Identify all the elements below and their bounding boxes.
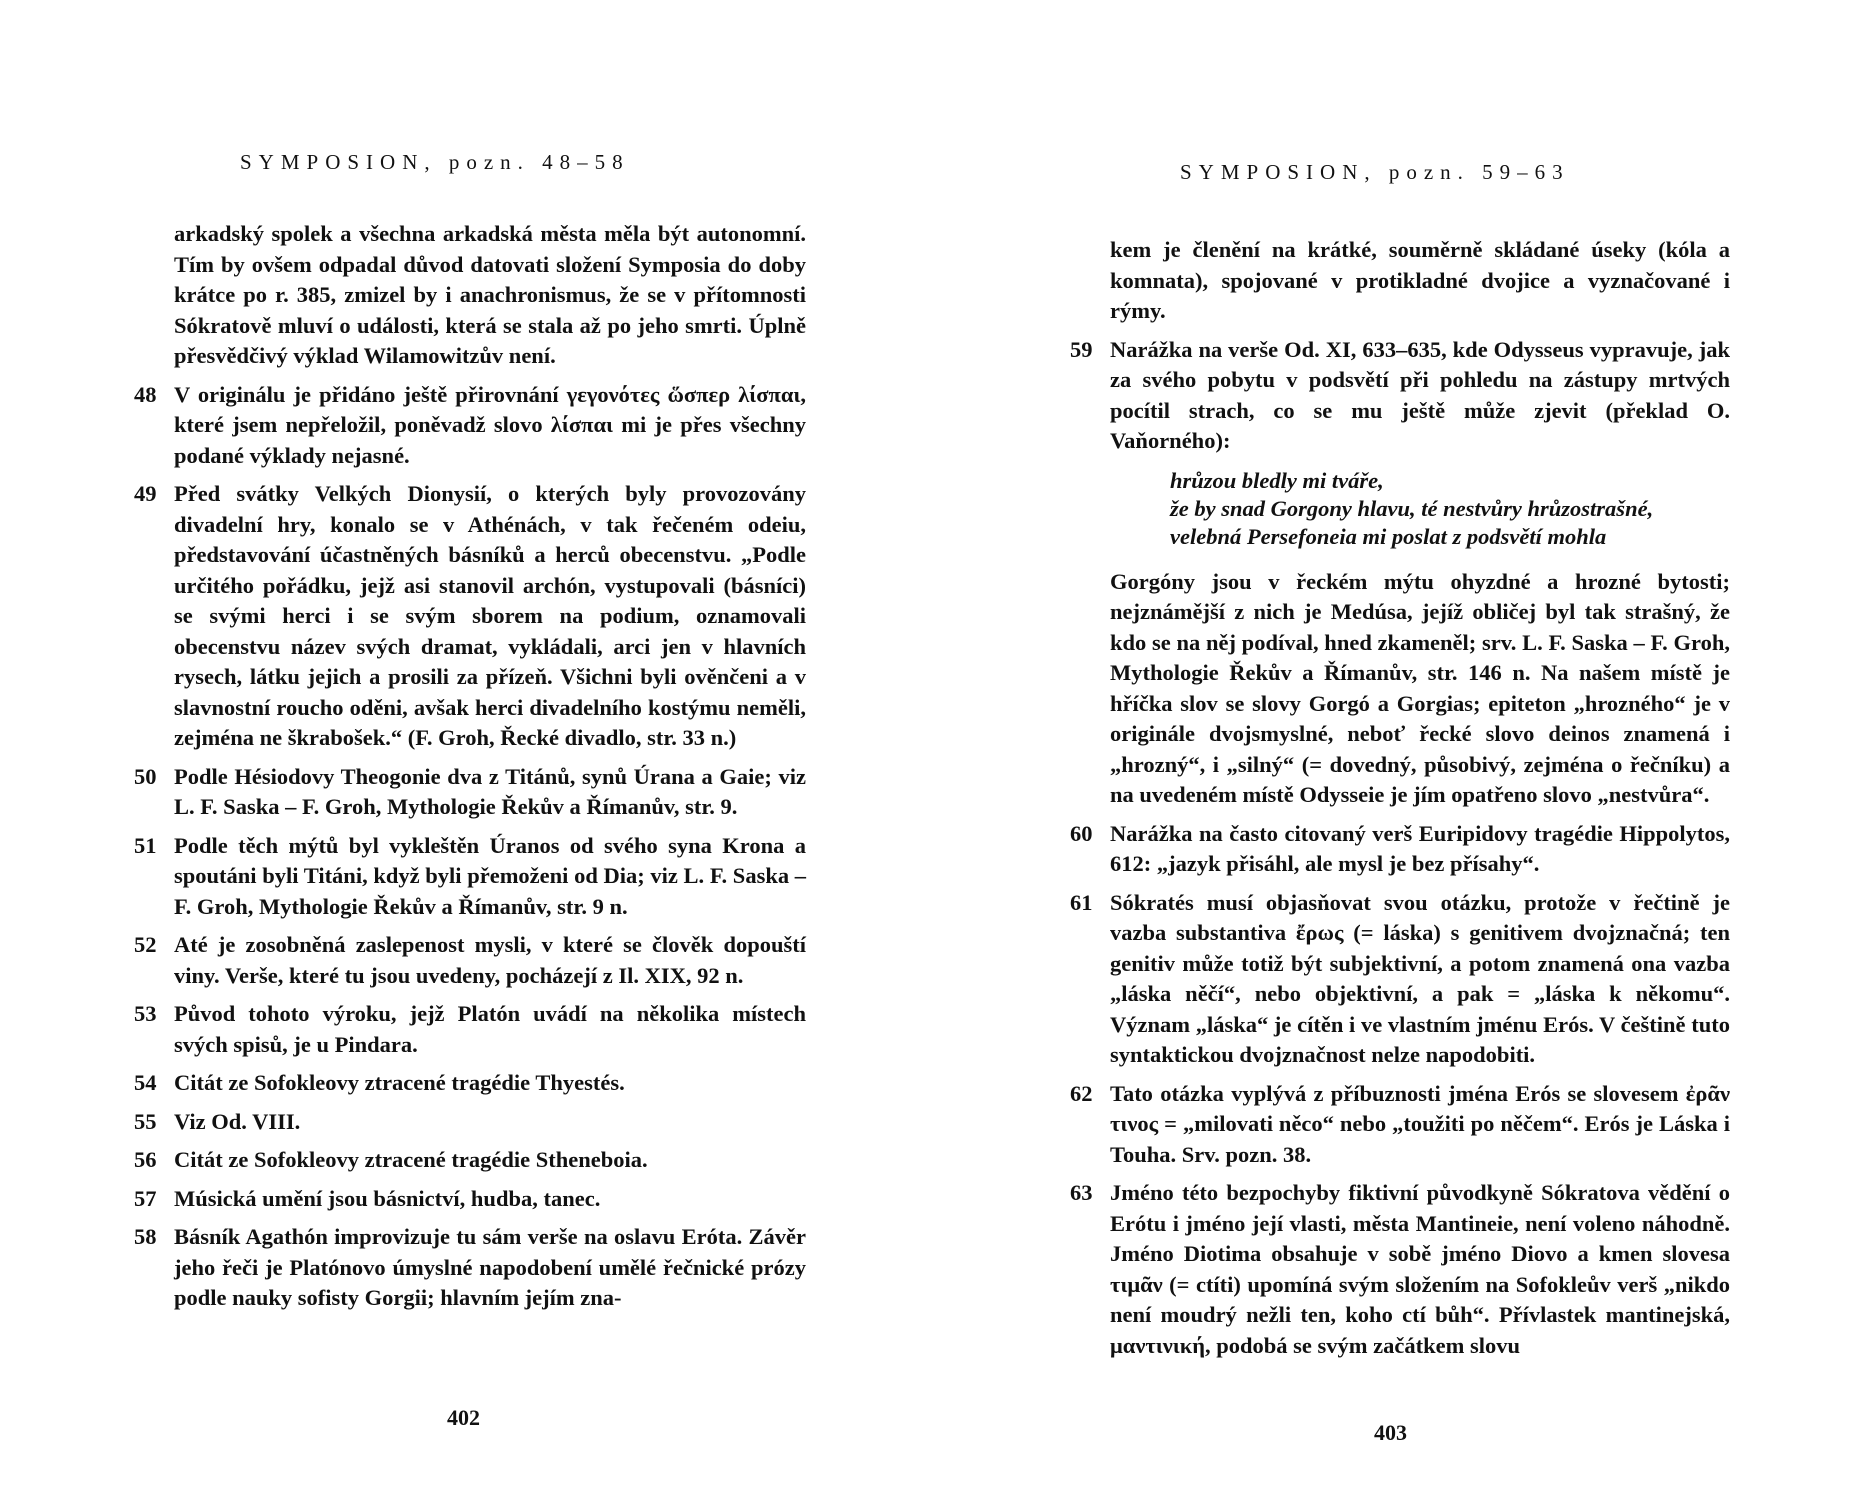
note-number: 55 [134, 1108, 157, 1134]
note-number: 63 [1070, 1180, 1093, 1205]
note-text: Podle Hésiodovy Theogonie dva z Titánů, synů Úrana a Gaie; viz L. F. Saska – F. Groh, Mythologie Řekův a Římanův, str. 9. [174, 763, 806, 819]
right-column [1070, 235, 1730, 1369]
note-52 [134, 930, 806, 991]
note-number: 58 [134, 1224, 157, 1249]
note-54 [134, 1068, 806, 1099]
continuation-text-left: arkadský spolek a všechna arkadská města měla být autonomní. Tím by ovšem odpadal důvod datovati složení Symposia do doby krátce po r. 385, zmizel by i anachronismus, že se v přítomnosti Sókratově mluví o události, která se stala až po jeho smrti. Úplně přesvědčivý výklad Wilamowitzův není. [174, 221, 806, 368]
note-59 [1070, 335, 1730, 811]
continuation-text-right: kem je členění na krátké, souměrně skládané úseky (kóla a komnata), spojované v protikladné dvojice a vyznačované i rýmy. [1110, 237, 1730, 323]
note-number: 54 [134, 1070, 157, 1095]
note-number: 57 [134, 1185, 157, 1211]
note-number: 61 [1070, 889, 1093, 915]
note-number: 56 [134, 1147, 157, 1172]
note-text: Até je zosobněná zaslepenost mysli, v které se člověk dopouští viny. Verše, které tu jsou uvedeny, pocházejí z Il. XIX, 92 n. [174, 932, 806, 988]
note-number: 48 [134, 381, 157, 407]
note-number: 53 [134, 1001, 157, 1026]
note-number: 60 [1070, 820, 1093, 846]
note-51 [134, 831, 806, 923]
note-number: 49 [134, 481, 157, 506]
note-48 [134, 380, 806, 472]
note-56 [134, 1145, 806, 1176]
note-text: Narážka na verše Od. XI, 633–635, kde Odysseus vypravuje, jak za svého pobytu v podsvětí při pohledu na zástupy mrtvých pocítil strach, co se mu ještě může zjevit (překlad O. Vaňorného): [1110, 336, 1730, 453]
note-text: V originálu je přidáno ještě přirovnání γεγονότες ὥσπερ λίσπαι, které jsem nepřeložil, poněvadž slovo λίσπαι mi je přes všechny podané výklady nejasné. [174, 381, 806, 468]
note-number: 50 [134, 763, 157, 789]
note-53 [134, 999, 806, 1060]
note-58 [134, 1222, 806, 1314]
note-text: Narážka na často citovaný verš Euripidovy tragédie Hippolytos, 612: „jazyk přisáhl, ale mysl je bez přísahy“. [1110, 820, 1730, 876]
note-text: Sókratés musí objasňovat svou otázku, protože v řečtině je vazba substantiva ἔρως (= láska) s genitivem dvojznačná; ten genitiv může totiž být subjektivní, a potom znamená ona vazba „láska něčí“, nebo objektivní, a pak = „láska k někomu“. Význam „láska“ je cítěn i ve vlastním jménu Erós. V češtině tuto syntaktickou dvojznačnost nelze napodobiti. [1110, 889, 1730, 1067]
note-62 [1070, 1079, 1730, 1171]
note-text: Původ tohoto výroku, jejž Platón uvádí na několika místech svých spisů, je u Pindara. [174, 1001, 806, 1057]
note-number: 59 [1070, 336, 1093, 362]
note-text: Citát ze Sofokleovy ztracené tragédie Thyestés. [174, 1070, 625, 1095]
note-57 [134, 1184, 806, 1215]
note-number: 52 [134, 932, 157, 957]
note-text: Tato otázka vyplývá z příbuznosti jména Erós se slovesem ἐρᾶν τινος = „milovati něco“ nebo „toužiti po něčem“. Erós je Láska i Touha. Srv. pozn. 38. [1110, 1080, 1730, 1167]
note-text: Músická umění jsou básnictví, hudba, tanec. [174, 1185, 601, 1211]
running-head-right: SYMPOSION, pozn. 59–63 [1180, 160, 1570, 184]
note-55 [134, 1107, 806, 1138]
note-text: Viz Od. VIII. [174, 1108, 301, 1134]
right-page [931, 0, 1862, 1501]
note-text-continued: Gorgóny jsou v řeckém mýtu ohyzdné a hrozné bytosti; nejznámější z nich je Medúsa, jejíž obličej byl tak strašný, že kdo se na něj podíval, hned zkameněl; srv. L. F. Saska – F. Groh, Mythologie Řekův a Římanův, str. 146 n. Na našem místě je hříčka slov se slovy Gorgó a Gorgias; epiteton „hrozného“ je v originále dvojsmyslné, neboť řecké slovo deinos znamená i „hrozný“, i „silný“ (= dovedný, působivý, zejména o řečníku) a na uvedeném místě Odysseie je jím opatřeno slovo „nestvůra“. [1110, 568, 1730, 807]
left-column [134, 219, 806, 1322]
verse-line: že by snad Gorgony hlavu, té nestvůry hrůzostrašné, [1170, 495, 1654, 521]
note-text: Podle těch mýtů byl vykleštěn Úranos od svého syna Krona a spoutáni byli Titáni, když byli přemoženi od Dia; viz L. F. Saska – F. Groh, Mythologie Řekův a Římanův, str. 9 n. [174, 832, 806, 919]
note-61 [1070, 888, 1730, 1071]
note-text: Básník Agathón improvizuje tu sám verše na oslavu Eróta. Závěr jeho řeči je Platónovo úmyslné napodobení umělé řečnické prózy podle nauky sofisty Gorgii; hlavním jejím zna- [174, 1224, 806, 1310]
running-head-left: SYMPOSION, pozn. 48–58 [240, 150, 630, 174]
note-text: Jméno této bezpochyby fiktivní původkyně Sókratova vědění o Erótu i jméno její vlasti, města Mantineie, není voleno náhodně. Jméno Diotima obsahuje v sobě jméno Diovo a kmen slovesa τιμᾶν (= ctíti) upomíná svým složením na Sofokleův verš „nikdo není moudrý nežli ten, koho ctí bůh“. Přívlastek mantinejská, μαντινική, podobá se svým začátkem slovu [1110, 1180, 1730, 1358]
note-60 [1070, 819, 1730, 880]
page-number-right: 403 [1374, 1420, 1407, 1445]
page-number-left: 402 [447, 1405, 480, 1430]
verse-quote [1170, 467, 1730, 551]
note-number: 51 [134, 832, 157, 858]
note-text: Citát ze Sofokleovy ztracené tragédie Stheneboia. [174, 1147, 648, 1172]
note-number: 62 [1070, 1080, 1093, 1106]
note-63 [1070, 1178, 1730, 1361]
note-49 [134, 479, 806, 754]
verse-line: hrůzou bledly mi tváře, [1170, 467, 1384, 493]
note-50 [134, 762, 806, 823]
verse-line: velebná Persefoneia mi poslat z podsvětí mohla [1170, 523, 1607, 549]
note-text: Před svátky Velkých Dionysií, o kterých byly provozovány divadelní hry, konalo se v Athénách, v tak řečeném odeiu, představování účastněných básníků a herců obecenstvu. „Podle určitého pořádku, jejž asi stanovil archón, vystupovali (básníci) se svými herci i se svým sborem na podium, oznamovali obecenstvu název svých dramat, vykládali, arci jen v hlavních rysech, látku jejich a prosili za přízeň. Všichni byli ověnčeni a v slavnostní roucho oděni, avšak herci divadelního kostýmu neměli, zejména ne škrabošek.“ (F. Groh, Řecké divadlo, str. 33 n.) [174, 481, 806, 750]
